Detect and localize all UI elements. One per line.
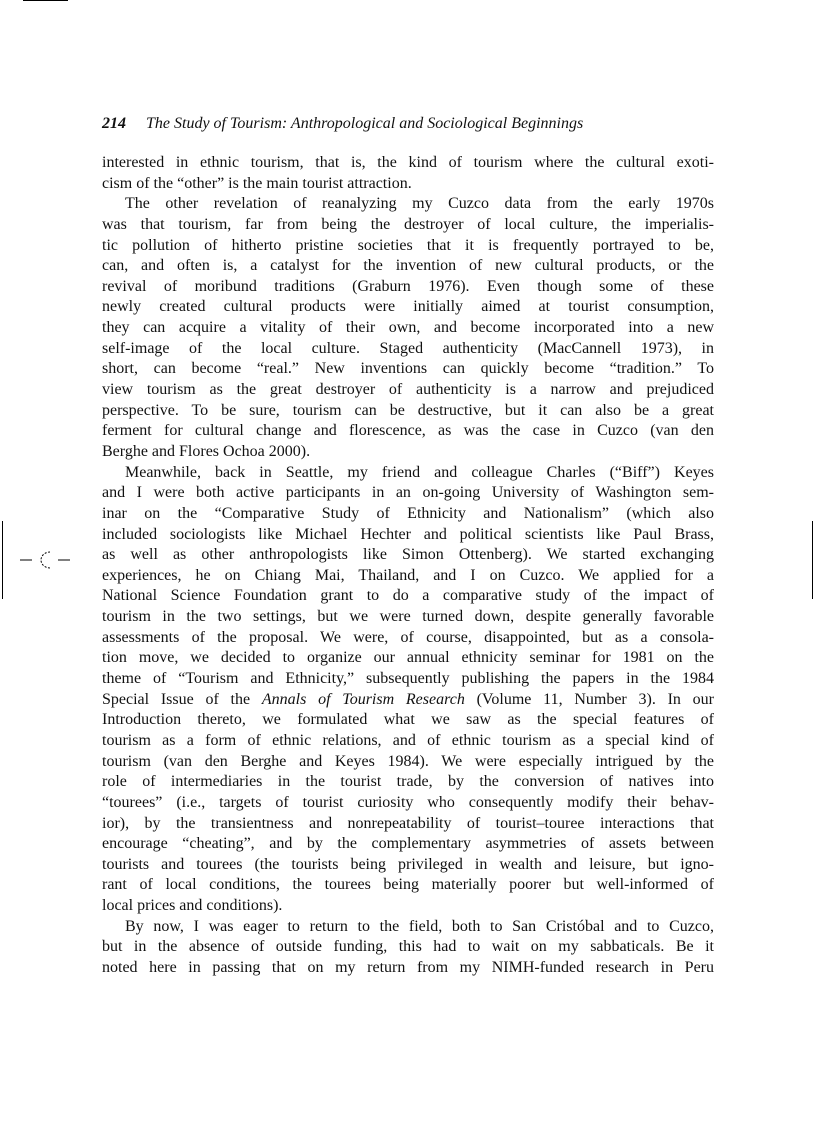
registration-mark-icon	[20, 549, 70, 571]
text-line: interested in ethnic tourism, that is, the kind of tourism where the cultural exoti-	[102, 154, 714, 171]
running-header	[102, 115, 722, 133]
text-line: can, and often is, a catalyst for the invention of new cultural products, or the	[102, 257, 714, 275]
crop-mark-top	[23, 0, 68, 1]
text-line: experiences, he on Chiang Mai, Thailand, and I on Cuzco. We applied for a	[102, 566, 714, 584]
text-line: local prices and conditions).	[102, 897, 283, 915]
text-line: included sociologists like Michael Hechter and political scientists like Paul Brass,	[102, 525, 714, 543]
text-line: self-image of the local culture. Staged authenticity (MacCannell 1973), in	[102, 339, 714, 357]
text-line: rant of local conditions, the tourees being materially poorer but well-informed of	[102, 876, 714, 894]
text-line: noted here in passing that on my return from my NIMH-funded research in Peru	[102, 958, 714, 976]
text-line: The other revelation of reanalyzing my Cuzco data from the early 1970s	[125, 195, 714, 213]
text-line: tion move, we decided to organize our annual ethnicity seminar for 1981 on the	[102, 649, 714, 667]
text-line: tourists and tourees (the tourists being privileged in wealth and leisure, but igno-	[102, 855, 714, 873]
text-line: ferment for cultural change and florescence, as was the case in Cuzco (van den	[102, 422, 714, 440]
text-line: Berghe and Flores Ochoa 2000).	[102, 442, 311, 460]
text-line: but in the absence of outside funding, this had to wait on my sabbaticals. Be it	[102, 938, 714, 956]
text-line: tic pollution of hitherto pristine societies that it is frequently portrayed to be,	[102, 236, 714, 254]
text-line: they can acquire a vitality of their own, and become incorporated into a new	[102, 319, 714, 337]
text-line: perspective. To be sure, tourism can be destructive, but it can also be a great	[102, 401, 714, 419]
text-line: and I were both active participants in an on-going University of Washington sem-	[102, 484, 714, 502]
text-line: inar on the “Comparative Study of Ethnicity and Nationalism” (which also	[102, 504, 714, 522]
text-line-with-italic-title	[102, 690, 714, 711]
text-line: cism of the “other” is the main tourist attraction.	[102, 174, 412, 192]
text-line: tourism in the two settings, but we were turned down, despite generally favorable	[102, 608, 714, 626]
text-line: Introduction thereto, we formulated what we saw as the special features of	[102, 711, 714, 729]
text-line: tourism as a form of ethnic relations, and of ethnic tourism as a special kind of	[102, 731, 714, 749]
text-line: encourage “cheating”, and by the complementary asymmetries of assets between	[102, 835, 714, 853]
text-line: role of intermediaries in the tourist trade, by the conversion of natives into	[102, 773, 714, 791]
text-line: revival of moribund traditions (Graburn 1976). Even though some of these	[102, 277, 714, 295]
journal-title: Annals of Tourism Research	[261, 690, 465, 708]
text-line: National Science Foundation grant to do a comparative study of the impact of	[102, 587, 714, 605]
text-line: By now, I was eager to return to the field, both to San Cristóbal and to Cuzco,	[125, 917, 714, 935]
running-title: The Study of Tourism: Anthropological and Sociological Beginnings	[146, 115, 584, 132]
text-line: was that tourism, far from being the destroyer of local culture, the imperialis-	[102, 215, 714, 233]
text-line: assessments of the proposal. We were, of course, disappointed, but as a consola-	[102, 628, 714, 646]
crop-mark-right	[812, 521, 813, 599]
text-line: short, can become “real.” New inventions can quickly become “tradition.” To	[102, 360, 714, 378]
text-segment: (Volume 11, Number 3). In our	[464, 690, 714, 708]
page-number: 214	[102, 115, 126, 132]
text-line: “tourees” (i.e., targets of tourist curiosity who consequently modify their behav-	[102, 793, 714, 811]
text-line: view tourism as the great destroyer of authenticity is a narrow and prejudiced	[102, 381, 714, 399]
text-line: theme of “Tourism and Ethnicity,” subsequently publishing the papers in the 1984	[102, 670, 714, 688]
text-line: as well as other anthropologists like Simon Ottenberg). We started exchanging	[102, 546, 714, 564]
text-line: ior), by the transientness and nonrepeatability of tourist–touree interactions that	[102, 814, 714, 832]
body-text	[102, 153, 714, 979]
text-line: tourism (van den Berghe and Keyes 1984). We were especially intrigued by the	[102, 752, 714, 770]
text-line: Meanwhile, back in Seattle, my friend and colleague Charles (“Biff”) Keyes	[125, 463, 714, 481]
text-line: newly created cultural products were initially aimed at tourist consumption,	[102, 298, 714, 316]
crop-mark-left	[2, 521, 3, 599]
text-segment: Special Issue of the	[102, 690, 262, 708]
